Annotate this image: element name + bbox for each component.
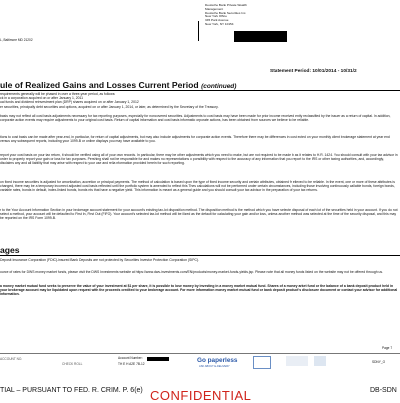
paragraph: tions to cost basis can be made after year-end, in particular, for return of capital adjustments, but may also include adjustments for corporate action events. Therefore there may be differences in cost ected on your monthly client brokerage statement at year end versus any subsequent reports, including your 1099-B or online displays you may have available to you. — [0, 135, 390, 144]
go-paperless-logo: Go paperless — [197, 357, 238, 364]
redaction-bar — [198, 21, 199, 41]
confidential-stamp: CONFIDENTIAL — [150, 388, 252, 403]
paragraph: report your cost basis on your tax return, it should be verified using all of your own records. In particular, there may be other adjustments which you need to make, but are not required to be made b as it relates to H.R. 1424. You should consult with your tax advisor in order to properly report your gain or loss for tax purposes. Pershing shall not be responsible for and makes no representations o ponsibility with respect to the accuracy of any information that you report to the IRS or other taxing authorities, and, accordingly, disclaims any and all liability that may arise with respect to your use and relia nformation provided herein for such reporting. — [0, 153, 398, 166]
redaction-bar — [234, 31, 287, 42]
title-text: ule of Realized Gains and Losses Current Period — [0, 80, 199, 90]
money-market-disclosure: a money market mutual fund seeks to preserve the value of your investment at $1 per share, it is possible to lose money by investing in a money market mutual fund. Shares of a money arket fund or the balance of a bank deposit product held in your brokerage account may be liquidated upon request with the proceeds credited to your brokerage account. For more information money market mutual fund or bank deposit product's disclosure document or contact your advisor for additional information. — [0, 284, 398, 297]
page-number: Page 7 — [382, 346, 393, 350]
bank-header-line: Deutsche Bank Securities Inc. — [205, 10, 247, 15]
section-rule — [0, 255, 400, 256]
title-continued: (continued) — [201, 83, 237, 90]
footer-field: CHECK ROLL — [62, 362, 83, 366]
gray-logo-box — [253, 356, 271, 369]
sponsor-logo — [286, 356, 308, 366]
intro-line: er securities, principally debt securities and options, acquired on or after January 1, 2014, or later, as determined by the Secretary of the Treasury. — [0, 104, 219, 109]
bank-header-line: 345 Park Avenue — [205, 18, 229, 23]
bank-header-box — [205, 4, 250, 27]
paragraph: basis may not reflect all cost basis adjustments necessary for tax reporting purposes, especially for noncovered securities. Adjustments to cost basis may have been made for prior income received ently reclassified by the issuer as a return of capital. In addition, corporate action events may require adjustments to your original cost basis. Return of capital information and cost basis informatio orporate actions, has been obtained from sources we believe to be reliable. — [0, 114, 391, 123]
intro-line: requirements generally will be phased in over a three-year period, as follows: — [0, 92, 116, 96]
go-paperless-sub: ASK ABOUT E-DELIVERY — [199, 365, 230, 368]
footer-code: SDNY_O — [372, 360, 386, 364]
redaction-bar — [147, 357, 169, 361]
statement-period: Statement Period: 10/01/2014 - 10/31/2 — [270, 69, 357, 74]
bank-header-line: New York, NY 10154 — [205, 21, 234, 26]
sipc-line: Deposit Insurance Corporation (FDIC)-insured Bank Deposits are not protected by Securities Investor Protection Corporation (SIPC). — [0, 258, 200, 262]
footer-field: TH E H A2E 7B-12 — [118, 362, 145, 366]
paragraph: on fixed income securities is adjusted for amortization, accretion or principal payments. The method of calculation is based upon the type of fixed income security and certain attributes, obtained fr elieved to be reliable. In the event, one or more of these attributes is changed, there may be a temporary incorrect adjusted cost basis reflected until the portfolio system is amended to reflect this Thes calculations will not be performed under certain circumstances, including those involving continuously callable bonds, foreign bonds, variable rates, bonds in default, index-linked bonds, bonds nts that have a negative yield. This information is meant as a general guide and you should consult your tax advisor in the preparation of your tax returns. — [0, 180, 395, 193]
bank-header-line: New York Office — [205, 14, 227, 19]
sponsor-logo — [314, 356, 326, 366]
bank-header-line: Deutsche Bank Private Wealth Management — [205, 3, 247, 11]
paragraph: r to the Your Account Information Section in your brokerage account statement for your account's existing tax-lot disposition method. The disposition method is the method which you have selecte disposal of each lot of the securities held in your account. If you do not select a method, your account will be defaulted to First In, First Out (FIFO). Your account's selected tax-lot method will be ilized as the default for calculating your gain and/or loss, unless another method was selected at the time of the security disposal, and this may be reported on the IRS Form 1099-B. — [0, 208, 398, 221]
footer-field: ACCOUNT NO. — [0, 357, 23, 361]
confidential-notice: TIAL – PURSUANT TO FED. R. CRIM. P. 6(e) — [0, 387, 143, 394]
address-line: L, Baltimore MD 21202 — [0, 38, 33, 42]
intro-block — [0, 92, 398, 109]
section-title: ages — [0, 245, 20, 255]
footer-divider — [0, 353, 400, 354]
bates-number: DB-SDN — [370, 387, 397, 394]
rates-paragraph: ource of rates for DWS money market funds, please visit the DWS Investments website at https://www.dws-investments.com/EN/products/money-market-funds-yields.jsp. Please note that all money funds listed on the website may not be offered through us. — [0, 270, 384, 274]
page-title — [0, 80, 236, 90]
footer-field: Account Number: — [118, 356, 143, 360]
title-rule — [0, 90, 400, 91]
intro-line: ck in a corporation acquired on or after January 1, 2011 — [0, 96, 84, 101]
intro-line: ual funds and dividend reinvestment plan (DRP) shares acquired on or after January 1, 2012 — [0, 100, 139, 105]
